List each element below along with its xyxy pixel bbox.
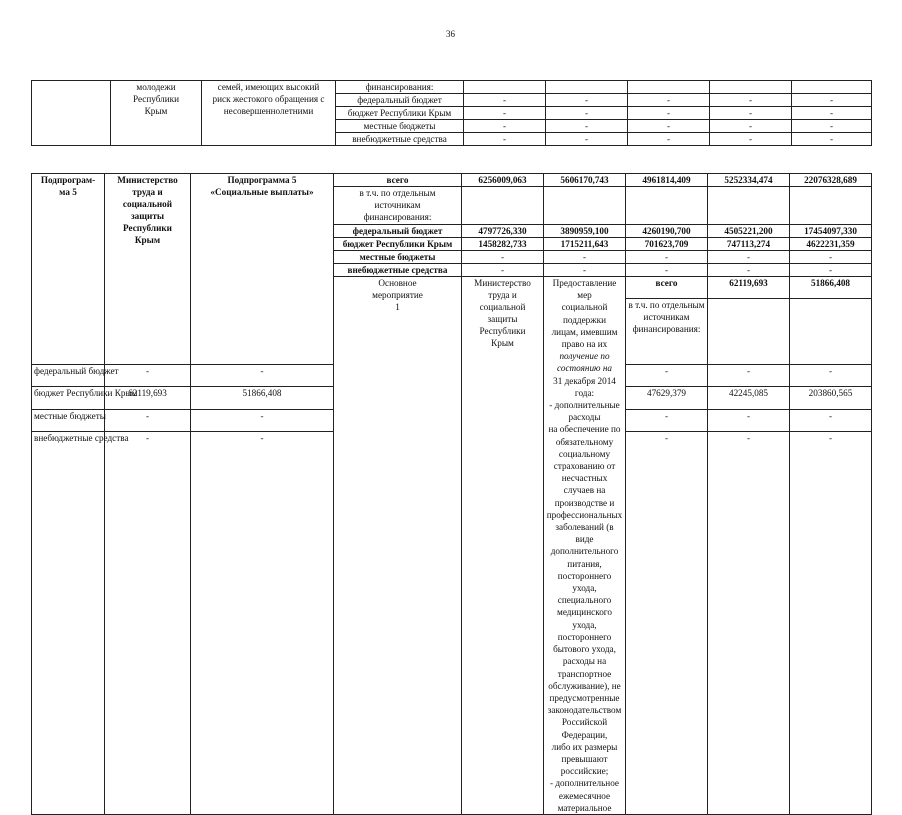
t1-cell: [464, 81, 546, 94]
measure-executor-line: социальной: [479, 302, 526, 312]
value-cell: 203860,565: [790, 387, 872, 409]
t1-cell: -: [464, 107, 546, 120]
value-cell: 5252334,474: [708, 174, 790, 187]
source-breakdown-label: [334, 187, 462, 225]
value-cell: [462, 187, 544, 225]
value-cell: -: [790, 251, 872, 264]
t1-source-label: местные бюджеты: [336, 120, 464, 133]
value-cell: -: [626, 409, 708, 431]
measure-code-cell: [334, 277, 462, 815]
t1-cell: -: [628, 107, 710, 120]
desc-line: на обеспечение по: [548, 424, 621, 435]
value-cell: [708, 187, 790, 225]
measure-code-line: Основное: [378, 278, 417, 288]
t1-source-label: внебюджетные средства: [336, 133, 464, 146]
measure-description-cell: [544, 277, 626, 815]
value-cell: -: [105, 409, 191, 431]
value-cell: 51866,408: [790, 277, 872, 299]
desc-line: обслуживание), не: [548, 680, 621, 691]
source-federal: федеральный бюджет: [32, 364, 105, 386]
t1-executor-cell: [111, 81, 202, 146]
value-cell: -: [708, 251, 790, 264]
measure-executor-line: Республики: [479, 326, 526, 336]
desc-line: - дополнительное: [549, 778, 619, 789]
value-cell: -: [544, 251, 626, 264]
subprogram-title-line: Подпрограмма 5: [227, 175, 297, 185]
desc-line: Российской Федерации,: [561, 717, 608, 740]
continuation-table: [31, 80, 872, 146]
t1-code-cell: [32, 81, 111, 146]
measure-executor-cell: [462, 277, 544, 815]
value-cell: -: [626, 432, 708, 815]
value-cell: -: [790, 364, 872, 386]
value-cell: -: [544, 264, 626, 277]
subprogram-executor-line: труда и: [132, 187, 163, 197]
value-cell: 4505221,200: [708, 225, 790, 238]
t1-source-label: бюджет Республики Крым: [336, 107, 464, 120]
source-regional: бюджет Республики Крым: [32, 387, 105, 409]
t1-description-line: риск жестокого обращения с: [212, 94, 325, 104]
source-total: всего: [626, 277, 708, 299]
t1-description-cell: [202, 81, 336, 146]
value-cell: [626, 187, 708, 225]
t1-executor-line: молодежи: [136, 82, 176, 92]
value-cell: -: [708, 364, 790, 386]
t1-cell: -: [710, 120, 792, 133]
source-breakdown-label: [626, 299, 708, 365]
desc-line: 31 декабря 2014 года:: [553, 375, 616, 398]
t1-executor-line: Республики: [132, 94, 180, 104]
desc-line: дополнительного питания,: [550, 546, 619, 569]
t1-cell: [710, 81, 792, 94]
source-regional: бюджет Республики Крым: [334, 238, 462, 251]
measure-executor-line: труда и: [488, 290, 517, 300]
value-cell: -: [191, 432, 334, 815]
t1-cell: -: [546, 120, 628, 133]
source-local: местные бюджеты: [32, 409, 105, 431]
value-cell: -: [708, 409, 790, 431]
t1-description-line: несовершеннолетними: [223, 106, 314, 116]
value-cell: -: [626, 264, 708, 277]
value-cell: 3890959,100: [544, 225, 626, 238]
value-cell: 747113,274: [708, 238, 790, 251]
t1-cell: -: [628, 120, 710, 133]
desc-line: профессиональных: [546, 509, 623, 520]
desc-line: предусмотренные: [549, 692, 620, 703]
value-cell: 62119,693: [708, 277, 790, 299]
value-cell: 1458282,733: [462, 238, 544, 251]
subprogram-code-line: ма 5: [59, 187, 77, 197]
measure-code-line: 1: [395, 302, 400, 312]
desc-line: обязательному социальному: [555, 436, 614, 459]
subprogram-executor-line: защиты: [130, 211, 165, 221]
value-cell: -: [191, 364, 334, 386]
desc-line: лицам, имевшим право на их: [551, 326, 618, 350]
value-cell: 4260190,700: [626, 225, 708, 238]
value-cell: -: [105, 364, 191, 386]
desc-line: либо их размеры: [551, 741, 618, 752]
desc-line: транспортное: [557, 668, 612, 679]
value-cell: 701623,709: [626, 238, 708, 251]
value-cell: -: [462, 264, 544, 277]
t1-cell: -: [464, 94, 546, 107]
value-cell: 47629,379: [626, 387, 708, 409]
t1-cell: -: [710, 94, 792, 107]
value-cell: 22076328,689: [790, 174, 872, 187]
t1-executor-line: Крым: [144, 106, 168, 116]
value-cell: [790, 187, 872, 225]
desc-line: постороннего ухода,: [557, 570, 612, 594]
desc-line: ежемесячное материальное: [557, 790, 612, 813]
value-cell: -: [626, 364, 708, 386]
t1-cell: -: [546, 94, 628, 107]
value-cell: -: [790, 432, 872, 815]
subprogram-executor-line: Республики: [123, 223, 172, 233]
subprogram-title-cell: [191, 174, 334, 365]
value-cell: -: [708, 264, 790, 277]
t1-cell: -: [464, 133, 546, 146]
desc-line: заболеваний (в виде: [555, 522, 614, 545]
t1-source-label: федеральный бюджет: [336, 94, 464, 107]
t1-cell: [546, 81, 628, 94]
t1-cell: -: [546, 107, 628, 120]
value-cell: [708, 299, 790, 365]
desc-line: превышают российские;: [560, 753, 609, 777]
subprogram-executor-cell: [105, 174, 191, 365]
value-cell: -: [105, 432, 191, 815]
desc-line: специального медицинского: [557, 595, 612, 618]
source-extrabudgetary: внебюджетные средства: [32, 432, 105, 815]
value-cell: -: [790, 409, 872, 431]
value-cell: 62119,693: [105, 387, 191, 409]
subprogram-code-line: Подпрограм-: [40, 175, 96, 185]
t1-cell: [792, 81, 872, 94]
measure-executor-line: Крым: [491, 338, 514, 348]
source-extrabudgetary: внебюджетные средства: [334, 264, 462, 277]
t1-cell: -: [710, 133, 792, 146]
value-cell: -: [626, 251, 708, 264]
value-cell: 17454097,330: [790, 225, 872, 238]
t1-source-label: финансирования:: [336, 81, 464, 94]
value-cell: [790, 299, 872, 365]
t1-cell: -: [792, 107, 872, 120]
value-cell: -: [462, 251, 544, 264]
value-cell: 4961814,409: [626, 174, 708, 187]
t1-cell: -: [710, 107, 792, 120]
value-cell: [544, 187, 626, 225]
t1-description-line: семей, имеющих высокий: [217, 82, 320, 92]
source-breakdown-line: в т.ч. по отдельным: [359, 188, 436, 198]
desc-line-italic: получение по состоянию на: [557, 351, 612, 374]
desc-line: социальной поддержки: [561, 302, 608, 325]
source-breakdown-line: финансирования:: [363, 212, 432, 222]
source-breakdown-line: финансирования:: [632, 324, 701, 335]
measure-code-line: мероприятие: [372, 290, 423, 300]
value-cell: 1715211,643: [544, 238, 626, 251]
page-number: 36: [446, 29, 455, 39]
t1-cell: [628, 81, 710, 94]
t1-cell: -: [464, 120, 546, 133]
desc-line: - дополнительные расходы: [549, 400, 620, 423]
desc-line: законодательством: [547, 705, 622, 716]
desc-line: ухода, постороннего: [557, 619, 612, 642]
source-federal: федеральный бюджет: [334, 225, 462, 238]
value-cell: -: [708, 432, 790, 815]
source-breakdown-line: источникам: [643, 312, 690, 323]
subprogram-executor-line: Министерство: [117, 175, 178, 185]
t1-cell: -: [628, 133, 710, 146]
value-cell: 51866,408: [191, 387, 334, 409]
t1-cell: -: [792, 120, 872, 133]
subprogram-title-line: «Социальные выплаты»: [210, 187, 314, 197]
source-local: местные бюджеты: [334, 251, 462, 264]
subprogram-code-cell: [32, 174, 105, 365]
value-cell: -: [790, 264, 872, 277]
value-cell: 4622231,359: [790, 238, 872, 251]
value-cell: 42245,085: [708, 387, 790, 409]
desc-line: бытового ухода, расходы на: [553, 644, 616, 667]
value-cell: 4797726,330: [462, 225, 544, 238]
desc-line: случаев на производстве и: [554, 485, 615, 508]
subprogram-executor-line: социальной: [122, 199, 173, 209]
measure-executor-line: Министерство: [474, 278, 531, 288]
t1-cell: -: [628, 94, 710, 107]
value-cell: -: [191, 409, 334, 431]
source-total: всего: [334, 174, 462, 187]
value-cell: 5606170,743: [544, 174, 626, 187]
source-breakdown-line: источникам: [374, 200, 421, 210]
desc-line: страхованию от несчастных: [553, 461, 616, 484]
measure-executor-line: защиты: [487, 314, 518, 324]
t1-cell: -: [546, 133, 628, 146]
t1-cell: -: [792, 133, 872, 146]
t1-cell: -: [792, 94, 872, 107]
subprogram-executor-line: Крым: [134, 235, 161, 245]
value-cell: 6256009,063: [462, 174, 544, 187]
source-breakdown-line: в т.ч. по отдельным: [628, 300, 705, 311]
subprogram-table: [31, 173, 872, 815]
desc-line: Предоставление мер: [552, 278, 617, 301]
